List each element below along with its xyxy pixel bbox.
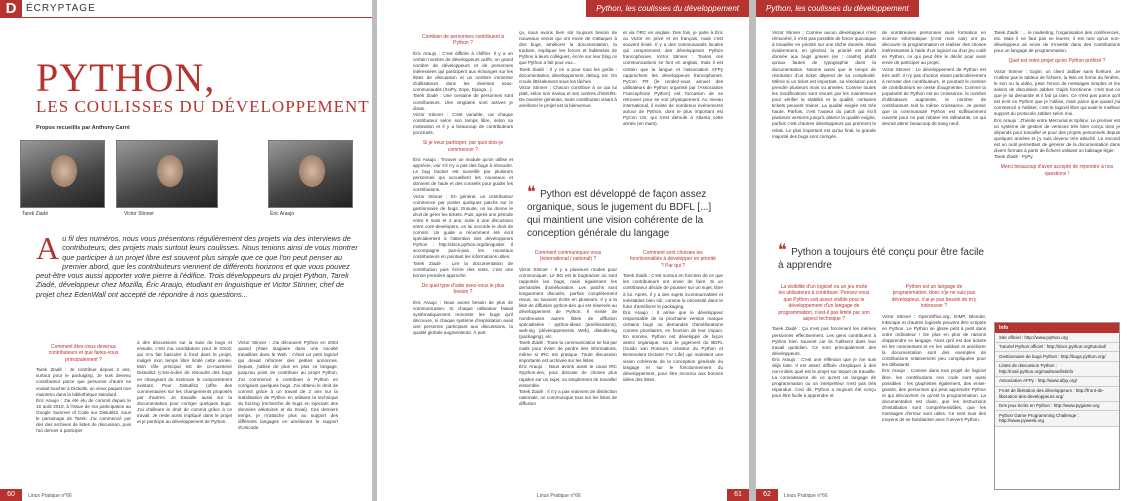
question: La visibilité d'un logiciel ou un jeu incite les utilisateurs à contribuer. Pensez-vous que Python soit assez visible pour le développement d'un langage de programmation, n'est-il pas limité par son aspect technique ? [778, 284, 870, 323]
question: Comment communiquez-vous (international / national) ? [534, 250, 602, 263]
question: De quel type d'aide avez-vous le plus besoin ? [421, 282, 505, 296]
answer: Tarek Ziadé : Toute la communication se fait par mails pour éviter de perdre des informations, même si IRC est pratique. Toute discussion importante est archivée sur les listes. [519, 339, 617, 364]
photo-caption: Tarek Ziadé [22, 211, 49, 217]
page-right [756, 0, 1130, 501]
answer: ça, nous avons bien sûr toujours besoin de nouveaux venus qui ont envie de s'attaquer à des bugs, améliorer la documentation, la traduire, expliquer les forces et faiblesses de Python à leurs collègues, écrire sur leur blog ce que Python a fait pour eux... [519, 30, 617, 66]
info-link[interactable]: Tutoriel Python officiel : http://docs.python.org/tutorial/ [995, 343, 1119, 353]
question: Combien de personnes contribuent à Python ? [422, 34, 504, 47]
article-subtitle: LES COULISSES DU DÉVELOPPEMENT [36, 97, 370, 116]
pull-quote [778, 244, 988, 272]
rubric-label: ÉCRYPTAGE [26, 3, 96, 14]
info-link[interactable]: Association AFPy : http://www.afpy.org/ [995, 377, 1119, 387]
column-2-top [519, 30, 617, 180]
footer: Linux Pratique n°66 [537, 493, 581, 499]
article-title: PYTHON, [36, 55, 216, 100]
column-2-bottom [882, 280, 986, 485]
byline: Propos recueillis par Anthony Carré [36, 125, 130, 131]
portrait-image [157, 155, 183, 187]
quote-mark-icon: ❝ [778, 242, 792, 259]
answer: Tarek Ziadé : Une centaine de personnes sont contributeurs. Une vingtaine sont actives je dirais. [413, 93, 513, 111]
info-link[interactable]: Gestionnaire de bugs Python : http://bugs.python.org/ [995, 352, 1119, 362]
pull-quote [527, 186, 723, 240]
column-3-bottom [623, 246, 723, 486]
dropcap: A [36, 230, 60, 266]
answer: Éric Araujo : Trouver un module qu'on utilise et apprécie, voir s'il n'y a pas des bugs à résoudre. Le bug tracker est surveillé par plusieurs personnes qui accueillent les nouveaux et donnent de l'aide et des conseils pour guider les contributions. [413, 156, 513, 193]
answer: Victor Stinner : J'ai découvert Python en 2004 quand j'étais stagiaire dans une société travaillant dans le Web : c'était un petit logiciel qui devait réformer des petites annonces. Depuis, j'utilise de plus en plus ce langage, jusqu'au point de contribuer au projet Python. J'ai commencé à contribuer à Python en corrigeant quelques bugs. J'ai obtenu le droit de commit grâce à un travail de 2 ans sur la stabilisation de Python en utilisant la technique du fuzzing (recherche de bugs en injectant des données aléatoires et du trivial). Ces derniers temps, je m'attache plus au support des différents langages en améliorant le support d'Unicode. [238, 340, 338, 431]
info-link[interactable]: Front de libération des développeurs : http://front-de-liberation-des-developpeurs.org/ [995, 387, 1119, 402]
answer: Tarek Ziadé : ... le marketing, l'organisation des conférences, etc. Mais il ne faut pas se leurrer, il est rare qu'un non-développeur ait envie de s'investir dans des contributions pour un langage de programmation. [994, 30, 1120, 54]
page-middle [377, 0, 749, 501]
answer: Victor Stinner : OpenOffice.org, GIMP, Blender, Inkscape et d'autres logiciels peuvent être scriptés en Python. Le Python se glisse petit à petit dans votre ordinateur ! De plus en plus de raisons d'apprendre ce langage. Alors qu'il est des tickets en les commentant et en les validant et améliorer la documentation sont des exemples de contributions relativement peu compliquées pour les débutants. [882, 313, 986, 368]
answer: Victor Stinner : Il y a plusieurs modes pour communiquer. Le BG est le bugtracker où sont rapportés les bugs, mais également les demandes d'amélioration. Les patchs sont longuement discutés, parfois complètement revus, ou souvent écrits en plusieurs. Il y a la liste de diffusion python-dev qui est réservée au développement de Python. Il existe de nombreuses autres listes de diffusion spécialisées : python-ideas (améliorations), web-sig (développements Web), distutils-sig (packaging), etc. [519, 266, 617, 339]
answer: Tarek Ziadé : Il y en a pour tous les goûts : documentation, développement, debug, etc. On croule littéralement sous les tâches. [519, 66, 617, 84]
column-3-top [623, 30, 723, 180]
answer: à des discussions sur la suivi de bugs et ensuite, c'est ma candidature pour le GSoC qui m'a fait basculer à fond dans le projet, malgré mon temps libre limité cette année. Mon rôle principal est de co-maintenir Distutils2 (c'est-à-dire de résoudre des bugs en changeant du minimum le comportement existant. Pour Distutils2 (offre des commentaires sur les changements proposés par d'autres. Je travaille aussi sur la documentation pour corriger quelques bugs. J'ai d'ailleurs le droit de commit grâce à ce travail. Je reste aussi impliqué dans le projet et je participe au développement de Python. [137, 340, 232, 425]
column-1 [36, 340, 131, 485]
portrait-image [51, 155, 77, 187]
answer: Éric Araujo : Nous avons besoin de plus de communication. Si chaque utilisateur faisait systématiquement remonter les bugs qu'il découvre, si chaque système d'exploitation avait une personne participant aux discussions, la qualité globale augmenterait. À part [413, 299, 513, 336]
answer: Victor Stinner : C'est variable, car chaque contributeur selon son temps libre, selon sa motivation et il y a beaucoup de contributeurs ponctuels. [413, 111, 513, 136]
page-left [0, 0, 372, 501]
answer: Éric Araujo : Comme dans tout projet de logiciel libre, les contributions non code sont aussi possibles : les graphistes également, des ensei-gnants, des personnes qui peut apprendre Python et qui découvrent ce qu'est la programmation. La documentation est claire, que les instructions d'installation sont compréhensibles, que les messages d'erreur sont utiles. Ce sont tous des moyens de se familiariser avec l'univers Python. [882, 368, 986, 423]
quote-mark-icon: ❝ [527, 184, 541, 201]
column-1-bottom [772, 280, 876, 485]
closing-thanks: Merci beaucoup d'avoir accepté de répondre à nos questions ! [1000, 164, 1114, 177]
photo-eric [268, 140, 353, 208]
answer: Éric Araujo : Nous avons aussi le canal IRC #python-dev, pour discuter de choses plus rapides sur un sujet, ou simplement de travailler ensemble. [519, 364, 617, 388]
footer: Linux Pratique n°66 [784, 493, 828, 499]
info-box [994, 322, 1120, 490]
pull-quote-text: Python est développé de façon assez organique, sous le jugement du BDFL [...] qui maintient une vision cohérente de la conception générale du langage [527, 189, 712, 239]
answer: Victor Stinner : Chacun contribue à ce qui lui plaît, selon son niveau et ses centres d'intérêts. De manière générale, toute contribution visant à améliorer le projet est la bienvenue. [519, 84, 617, 109]
column-3 [238, 340, 338, 485]
answer: Éric Araujo : Il arrive que le développeur responsable de la prochaine version marque certains bugs ou demandes d'améliorations comme prioritaires, en fonction de leur impact. En somme, Python est développé de façon assez organique, sous le jugement du BDFL (Guido van Rossum, créateur du Python et Benevolent Dictator For Life) qui maintient une vision cohérente de la conception générale du langage et sur le fonctionnement du développement, pour être reconnu aux bonnes idées des listes. [623, 309, 723, 382]
photo-caption: Éric Araujo [270, 211, 295, 217]
photo-victor [116, 140, 218, 208]
photo-tarek [20, 140, 105, 208]
answer: Tarek Ziadé : Il n'y a pas vraiment de distinction nationale, on communique tous sur les listes de diffusion [519, 388, 617, 406]
photo-caption: Victor Stinner [124, 211, 154, 217]
answer: et via l'IRC en anglais. Des fois, je parle à Éric ou Victor en privé et en français, mais c'est souvent limité. Il y a des communautés locales qui comprennent des développeurs Python francophones. Victor Stinner : Toutes ces communications se font en anglais, mais il est certain que la langue et l'association AFPy rapprochent les développeurs francophones. PyCon FR (le rendez-vous annuel des utilisateurs de Python organisé par l'Association Francophone Python) est l'occasion de se retrouver pour se voir physiquement. Au niveau international, il existe de nombreux événements autour de Python, dont le plus important est PyCon US, qui s'est déroulé à Atlanta cette année (en mars). [623, 30, 723, 127]
answer: Victor Stinner : En général, un contributeur commence par poster quelques patchs sur le gestionnaire de bugs. Ensuite, on lui donne le droit de gérer les tickets. Puis, après une période entre 6 mois et 2 ans, suite à une discussion entre core-developers, on lui accorde le droit de commit. Un guide a récemment été écrit spécialement à l'attention des développeurs Python : http://docs.python.org/devguide/. Il accompagne pas-à-pas les nouveaux contributeurs en pointant les informations utiles. [413, 193, 513, 260]
info-link[interactable]: Des jeux écrits en Python : http://www.pygame.org [995, 402, 1119, 412]
question: Comment êtes-vous devenus contributeurs et que faites-vous principalement ? [48, 344, 119, 363]
answer: Tarek Ziadé : Ça n'est pas forcément les mêmes personnes effectivement. Les gens contribuent à Python bien souvent car ils l'utilisent dans leur travail quotidien. Ce sont principalement des développeurs. [772, 326, 876, 356]
header-bar [0, 17, 372, 18]
question: Python est un langage de programmation, donc s'je ne suis pas développeur, n'ai-je pas besoin de m'y intéresser ? [891, 284, 977, 310]
answer: Tarek Ziadé : Lire la documentation de contribution puis écrire des tests, c'est une bonne première approche. [413, 260, 513, 278]
question: Si je veux participer, par quoi dois-je commencer ? [422, 140, 504, 153]
column-1-top [772, 30, 876, 240]
question: Comment sont choisies les fonctionnalités à développer en priorité ? Par qui ? [630, 250, 716, 269]
info-link[interactable]: Site officiel : http://www.python.org [995, 333, 1119, 343]
page-number: 61 [727, 489, 749, 501]
answer: Éric Araujo : J'hésite entre Mercurial et Sphinx. Le premier est un système de gestion de versions très bien conçu dont je dépends pour travailler et pour des projets personnels depuis quelques années et j'y suis devenu très attaché. Le second est un outil permettant de générer de la documentation dans divers formats à partir de fichiers utilisant un balisage léger. [994, 117, 1120, 153]
column-2 [137, 340, 232, 485]
answer: Tarek Ziadé : PyPy. [994, 154, 1034, 160]
answer: Tarek Ziadé : C'est surtout en fonction de ce que les contributeurs ont envie de faire. Si un contributeur décide de pousser sur un sujet, libre à lui. Après, il y a des sujets incontournables et inévitables bien sûr, comme la nécessité dans le futur d'améliorer le packaging. [623, 273, 723, 309]
column-2-bottom [519, 246, 617, 486]
intro-paragraph [36, 230, 362, 299]
footer: Linux Pratique n°66 [28, 493, 72, 499]
column-3 [994, 30, 1120, 320]
info-link[interactable]: Listes de discussion Python : http://mail.python.org/mailman/listinfo [995, 362, 1119, 377]
answer: Victor Stinner : Comme aucun développeur n'est rémunéré, il n'est pas possible de forcer quiconque à travailler en priorité sur une tâche donnée. Mais évidemment, en général, la priorité est plutôt donnée aux bugs graves (ex : crashs) plutôt qu'aux fautes de typographie dans la documentation. Notons aussi que le temps de résolution d'un ticket dépend de sa complexité. Même si un ticket est important, sa résolution peut prendre plusieurs mois ou années. Comme toutes les modifications sont revues par les mainteneurs pour vérifier la stabilité et la qualité, certaines tickets peuvent trainer. La qualité exigée est très haute. Parfois, c'est l'auteur du patch qui écrit plusieurs versions jusqu'à obtenir la qualité exigée, parfois c'est d'autres développeurs qui prennent le relais. Le plus important est qu'au final, la grande majorité des bugs sont corrigés. [772, 30, 876, 139]
answer: Éric Araujo : C'est difficile à chiffrer. Il y a un certain nombre de développeurs actifs, un grand nombre de développeurs et de personnes intéressées qui participent aux échanges sur les listes de discussion et un nombre immense d'utilisateurs dans les diverses sous-communautés (SciPy, Zope, Django...). [413, 50, 513, 93]
running-head: Python, les coulisses du développement [586, 0, 749, 17]
page-number: 60 [0, 489, 22, 501]
answer: Victor Stinner : Le développement de Python est très actif. Il n'y pas d'action visant particulièrement à recruter des contributeurs, et pourtant le nombre de contributeurs ne cesse d'augmenter. Comme la popularité de Python est en croissance, le nombre d'utilisateurs augmente, le nombre de contributeurs suit la même croissance. Je pense que la communauté Python est suffisamment ouverte pour ne pas rebuter les débutants, ce qui devrait attirer beaucoup de sang neuf. [882, 66, 986, 127]
pull-quote-text: Python a toujours été conçu pour être facile à apprendre [778, 247, 984, 271]
answer: Éric Araujo : C'est une réflexion que je me suis déjà faite. Il est assez difficile d'expliquer à des non-initiés quel est le projet sur lequel on travaille. La connaissance de ce qu'est un langage de programmation ou un interpréteur n'est pas très répandue. Ceci dit, Python a toujours été conçu pour être facile à apprendre et [772, 356, 876, 399]
rubric-letter: D [0, 0, 22, 18]
info-link[interactable]: Python Game Programming Challenge : http://www.pyweek.org [995, 411, 1119, 426]
question: Quel est votre projet qu'en Python préféré ? [1008, 58, 1106, 65]
answer: Éric Araujo : J'ai été élu de commit depuis le 16 août 2010, à l'issue de ma participation au Google Summer of Code sur Distutils2, sous le parrainage de Tarek. J'ai commencé par des des archives de listes de discussion, puis l'an dernier à participer [36, 397, 131, 434]
answer: Tarek Ziadé : Je contribue depuis 2 ans, surtout pour le packaging. Je suis devenu contributeur parce que personne d'autre ne voulait toucher à Distutils, un vieux paquet non maintenu dans la bibliothèque standard. [36, 367, 131, 397]
answer: de nombreuses personnes sans formation en science informatique (c'est mon cas) ont pu découvrir la programmation et réaliser des choses intéressantes à l'aide d'un logiciel ou d'un jeu codé en Python, ce qui peut être le déclic pour avoir envie de participer au projet. [882, 30, 986, 66]
info-box-title: Info [995, 323, 1119, 333]
intro-text: u fil des numéros, nous vous présentons régulièrement des projets via des interviews de contributeurs, des projets mais surtout leurs coulisses. Nous tenions ainsi de vous montrer que participer à un projet libre est souvent plus simple que ce que l'on peut penser au premier abord, que les contributeurs viennent de différents horizons et que vous pouvez peut-être vous aussi apporter votre pierre à l'édifice. Trois développeurs du projet Python, Tarek Ziadé, développeur chez Mozilla, Éric Araujo, étudiant en linguistique et Victor Stinner, chef de projet chez EdenWall ont accepté de répondre à nos questions... [36, 234, 358, 299]
page-number: 62 [756, 489, 778, 501]
column-2-top [882, 30, 986, 240]
column-1 [413, 30, 513, 485]
running-head: Python, les coulisses du développement [756, 0, 919, 17]
portrait-image [299, 155, 325, 187]
answer: Victor Stinner : Gajim, un client Jabber sans fioriture. Je n'utilise pas le tableur de fichiers, la liste en forme du fenêtre, le son ou la vidéo, juste l'envoi de messages simples et les salons de discussion Jabber. Gajim fonctionne, c'est tout ce que je lui demande et il fait ça bien. Ce n'est pas parce qu'il est écrit en Python que je l'utilise, mais parce que quand j'ai commencé à l'utiliser, c'est le logiciel libre qui avait le meilleur support du protocole Jabber selon moi. [994, 68, 1120, 117]
